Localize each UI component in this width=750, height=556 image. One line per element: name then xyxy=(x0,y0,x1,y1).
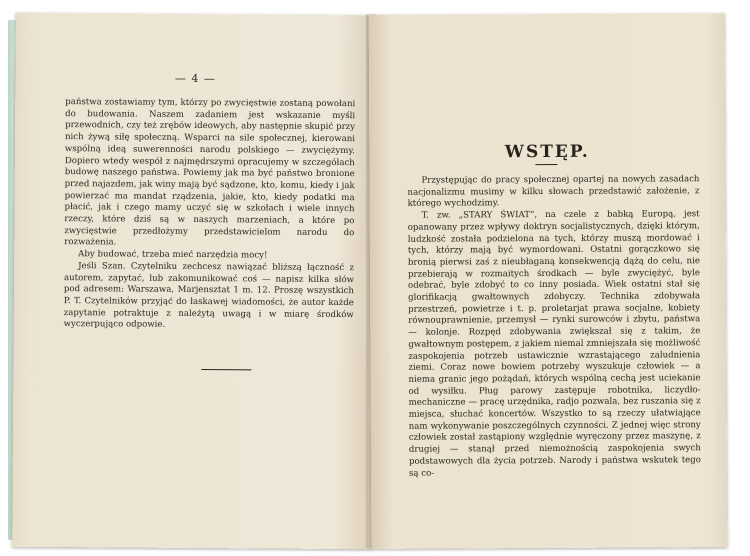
left-page xyxy=(12,13,376,550)
chapter-title: WSTĘP. xyxy=(504,141,590,163)
paragraph: państwa zostawiamy tym, którzy po zwycięstwie zostaną powołani do budowania. Naszem zadaniem jest wskazanie myśli przewodnich, czy też zrębów ideowych, aby następnie skupić przy nich żywą siłę społeczną. Wsparci na sile społecznej, kierowani wspólną ideą suwerenności narodu polskiego — zwyciężymy. Dopiero wtedy wespół z najmędrszymi opracujemy w szczegółach budowę naszego państwa. Powiemy jak ma być państwo bronione przed najazdem, jak winy mają być sądzone, kto, komu, kiedy i jak powierzać ma mandat rządzenia, jakie, kto, kiedy podatki ma płacić, jak i czego mamy uczyć się w szkołach i wiele innych rzeczy, które dziś są w naszych marzeniach, a które po zwycięstwie przedłożymy przedstawicielom narodu do rozważenia. xyxy=(64,97,356,248)
paragraph: Aby budować, trzeba mieć narzędzia mocy! xyxy=(78,249,268,261)
section-divider xyxy=(201,369,251,370)
right-page-text xyxy=(407,174,701,480)
right-page xyxy=(369,13,728,549)
paragraph: Przystępując do pracy społecznej opartej na nowych zasadach nacjonalizmu musimy w kilku słowach przedstawić założenie, z którego wychodzimy. xyxy=(407,174,700,210)
title-underline xyxy=(535,164,557,165)
page-number: — 4 — xyxy=(174,71,216,86)
paragraph: T. zw. „STARY ŚWIAT“, na czele z babką Europą, jest opanowany przez wpływy doktryn socjalistycznych, dzięki którym, ludzkość została podzielona na tych, którzy muszą mordować i tych, którzy mają być wymordowani. Ostatni gorączkowo się bronią pierwsi zaś z nieubłaganą konsekwencją dążą do celu, nie przebierają w rozmaitych środkach — byle zwyciężyć, byle odebrać, byle zdobyć to co inny posiada. Wiek ostatni stał się glorifikacją gwałtownych zdobyczy. Technika zdobywała przestrzeń, powietrze i t. p. proletarjat prawa socjalne, kobiety równouprawnienie, przemysł — rynki surowców i zbytu, państwa — kolonje. Rozpęd zdobywania zwiększał się z takim, że gwałtownym postępem, z jakiem niemal zmniejszała się możliwość zaspokojenia potrzeb ustawicznie wzrastającego zaludnienia ziemi. Coraz nowe bowiem potrzeby wyszukuje człowiek — a niema granic jego pożądań, których wspólną cechą jest uciekanie od wysiłku. Pług parowy zastępuje robotnika, liczydło-mechaniczne — pracę urzędnika, radjo pozwala, bez ruszania się z miejsca, słuchać koncertów. Wszystko to są rzeczy ułatwiające nam wykonywanie poszczególnych czynności. Z jednej więc strony człowiek został zastąpiony względnie wyręczony przez maszynę, z drugiej — stanął przed niemożnością zaspokojenia swych podstawowych dla życia potrzeb. Narody i państwa wskutek tego są co- xyxy=(407,209,701,479)
left-page-text xyxy=(64,97,356,333)
paragraph: Jeśli Szan. Czytelniku zechcesz nawiązać bliższą łączność z autorem, zapytać, lub zakomunikować coś — napisz kilka słów pod adresem: Warszawa, Marjensztat 1 m. 12. Proszę wszystkich P. T. Czytelników przyjąć do łaskawej wiadomości, że autor każde zapytanie potraktuje z należytą uwagą i w miarę środków wyczerpująco odpowie. xyxy=(63,261,355,331)
open-booklet xyxy=(14,14,728,548)
